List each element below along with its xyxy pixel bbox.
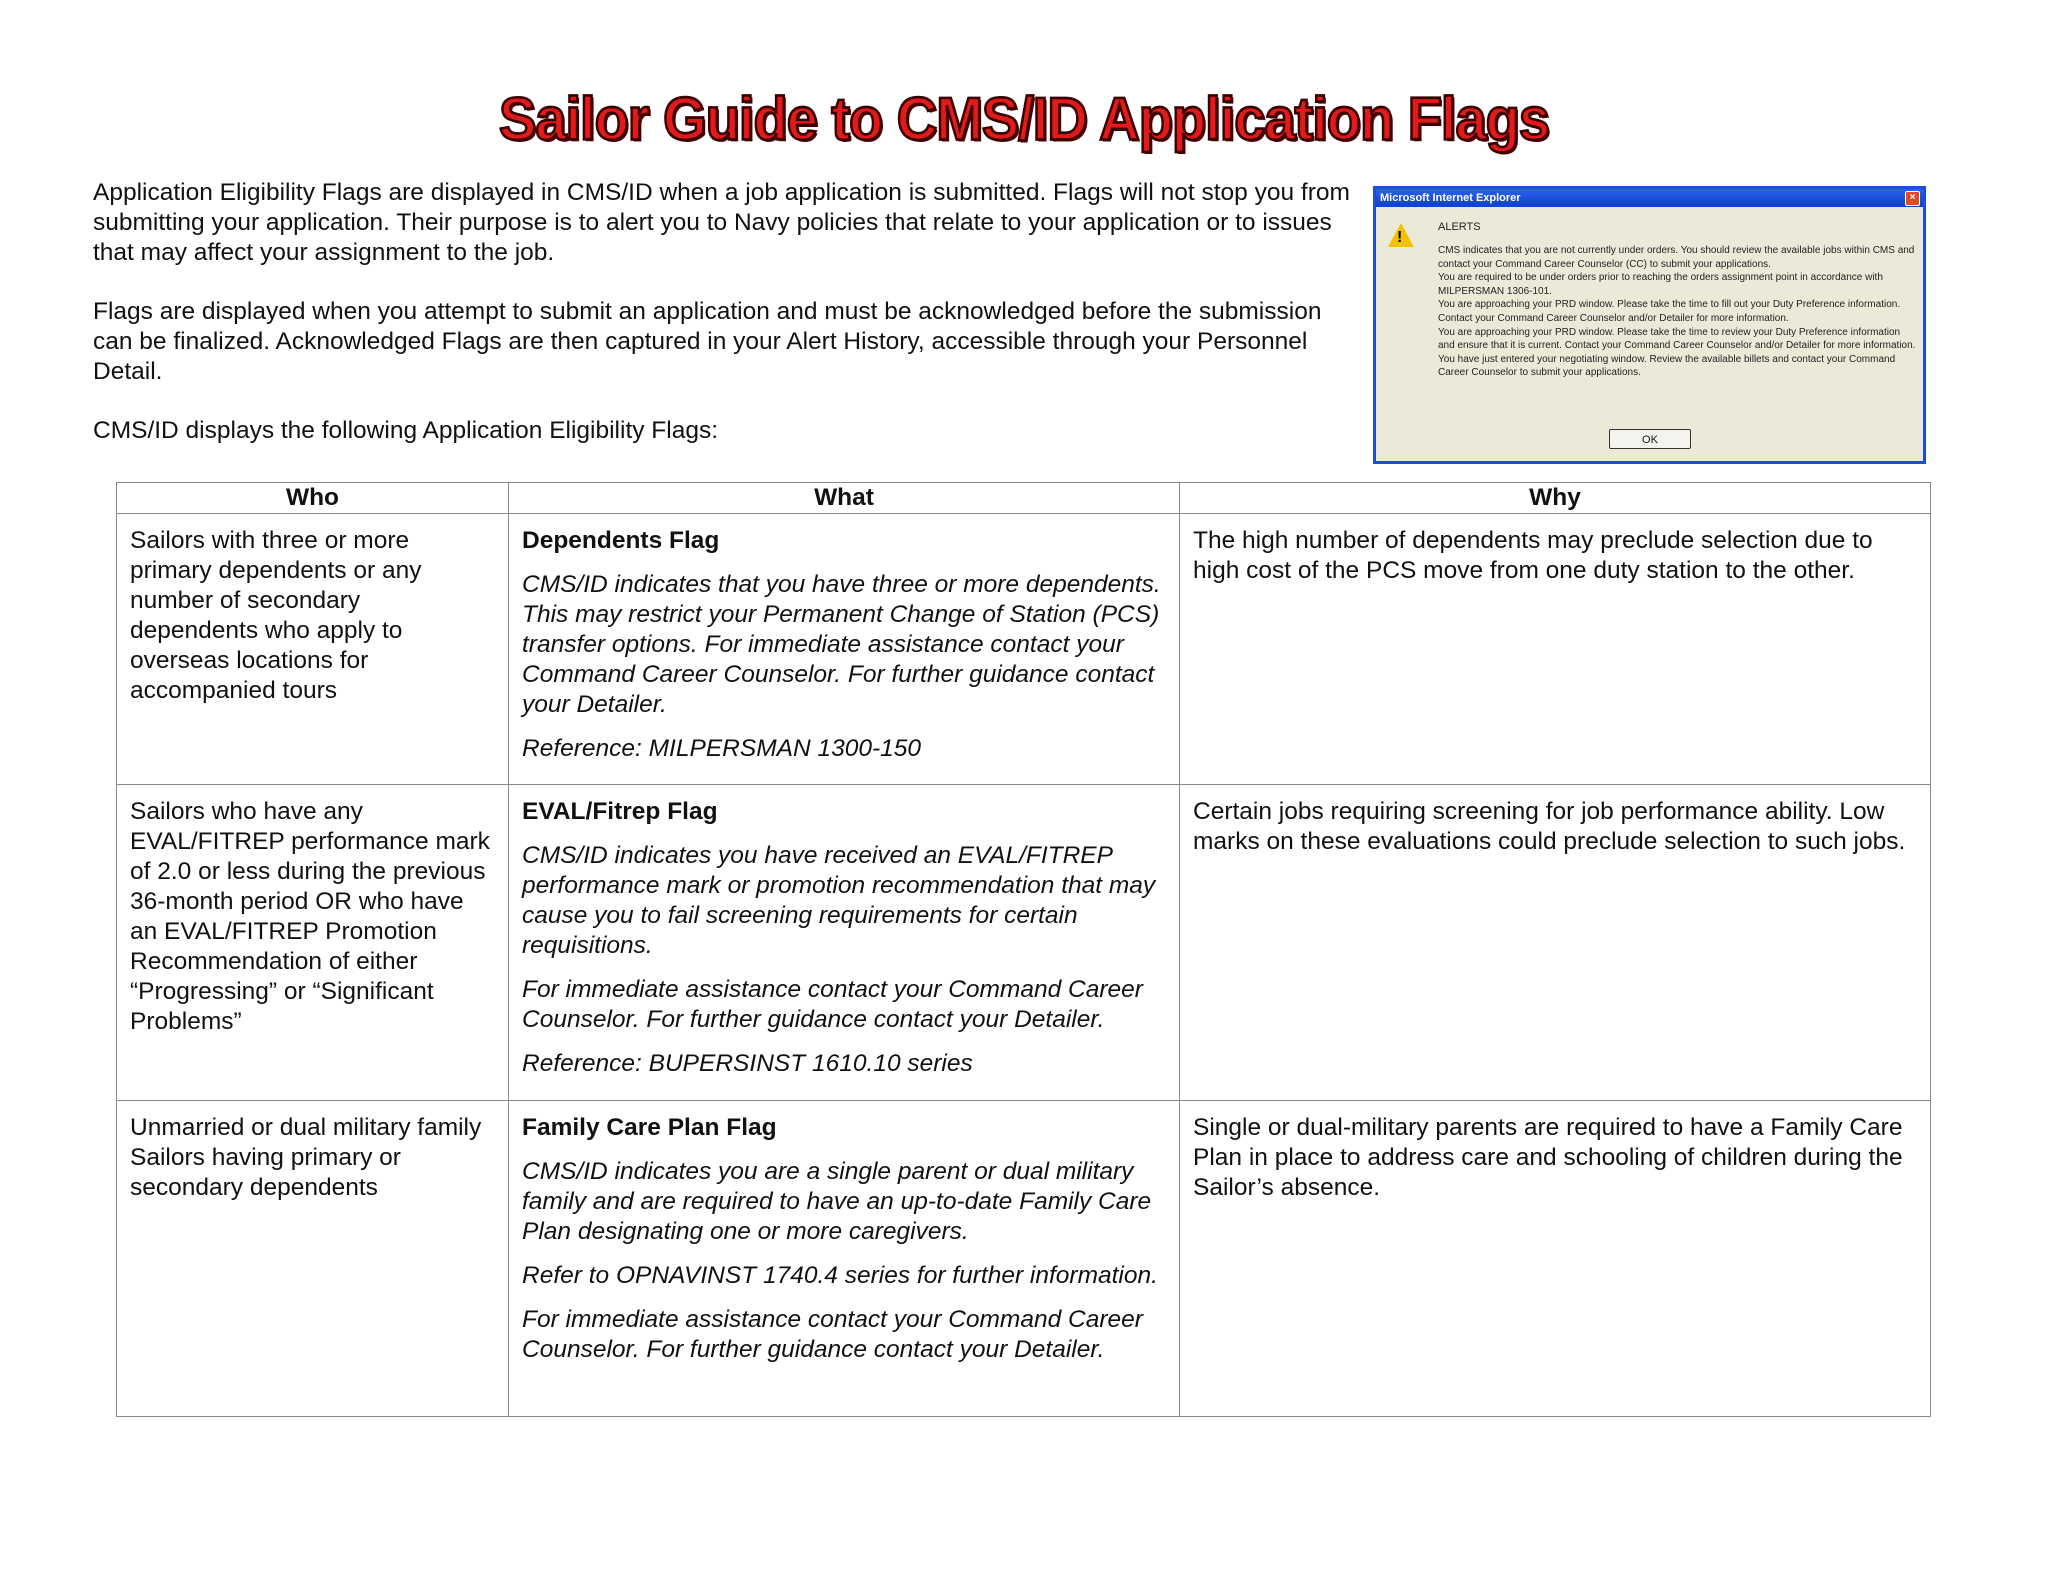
table-row: [117, 1101, 1931, 1417]
header-why: Why: [1180, 483, 1931, 514]
page-title: Sailor Guide to CMS/ID Application Flags: [498, 84, 1549, 153]
dialog-message: You are required to be under orders prior to reaching the orders assignment point in accordance with MILPERSMAN 1306-101.: [1438, 272, 1883, 297]
dialog-message: CMS indicates that you are not currently under orders. You should review the available jobs within CMS and contact your Command Career Counselor (CC) to submit your applications.: [1438, 245, 1915, 270]
why-cell: Single or dual-military parents are required to have a Family Care Plan in place to address care and schooling of children during the Sailor’s absence.: [1180, 1101, 1931, 1417]
intro-paragraph: CMS/ID displays the following Application Eligibility Flags:: [93, 417, 719, 444]
what-cell: [509, 785, 1180, 1101]
intro-paragraph: Application Eligibility Flags are displayed in CMS/ID when a job application is submitted. Flags will not stop you from submitting your application. Their purpose is to alert you to Navy policies that relate to your application or to issues that may affect your assignment to the job.: [93, 179, 1350, 266]
who-cell: Sailors with three or more primary dependents or any number of secondary dependents who apply to overseas locations for accompanied tours: [117, 514, 509, 785]
dialog-message: You are approaching your PRD window. Please take the time to fill out your Duty Preference information. Contact your Command Career Counselor and/or Detailer for more information.: [1438, 299, 1901, 324]
header-what: What: [509, 483, 1180, 514]
alerts-dialog-screenshot: [1373, 186, 1926, 464]
dialog-messages: [1438, 244, 1918, 380]
flag-name: Dependents Flag: [522, 527, 720, 554]
flag-name: EVAL/Fitrep Flag: [522, 798, 718, 825]
flag-description: CMS/ID indicates that you have three or more dependents. This may restrict your Permanent Change of Station (PCS) transfer options. For immediate assistance contact your Command Career Counselor. For further guidance contact your Detailer.: [522, 571, 1161, 718]
flag-reference: Reference: BUPERSINST 1610.10 series: [522, 1050, 973, 1077]
close-icon: ×: [1905, 191, 1920, 206]
ok-button: OK: [1609, 429, 1691, 449]
flag-description: CMS/ID indicates you have received an EVAL/FITREP performance mark or promotion recommendation that may cause you to fail screening requirements for certain requisitions.: [522, 842, 1156, 959]
flag-reference: Refer to OPNAVINST 1740.4 series for further information.: [522, 1262, 1158, 1289]
who-cell: Unmarried or dual military family Sailors having primary or secondary dependents: [117, 1101, 509, 1417]
flag-assistance: For immediate assistance contact your Command Career Counselor. For further guidance contact your Detailer.: [522, 1306, 1143, 1363]
table-header-row: [117, 483, 1931, 514]
dialog-message: You are approaching your PRD window. Please take the time to review your Duty Preference information and ensure that it is current. Contact your Command Career Counselor and/or Detailer for more information.: [1438, 326, 1916, 352]
table-row: [117, 785, 1931, 1101]
warning-icon-mark: !: [1397, 229, 1403, 246]
flag-reference: Reference: MILPERSMAN 1300-150: [522, 735, 921, 762]
header-who: Who: [117, 483, 509, 514]
dialog-heading: ALERTS: [1438, 221, 1481, 233]
dialog-message: You have just entered your negotiating window. Review the available billets and contact your Command Career Counselor to submit your applications.: [1438, 353, 1896, 379]
flag-description: CMS/ID indicates you are a single parent or dual military family and are required to have an up-to-date Family Care Plan designating one or more caregivers.: [522, 1158, 1152, 1245]
why-cell: The high number of dependents may preclude selection due to high cost of the PCS move from one duty station to the other.: [1180, 514, 1931, 785]
flag-name: Family Care Plan Flag: [522, 1114, 777, 1141]
intro-paragraph: Flags are displayed when you attempt to submit an application and must be acknowledged before the submission can be finalized. Acknowledged Flags are then captured in your Alert History, accessible through your Personnel Detail.: [93, 298, 1322, 385]
dialog-title-bar: [1376, 189, 1923, 207]
flag-assistance: For immediate assistance contact your Command Career Counselor. For further guidance contact your Detailer.: [522, 976, 1143, 1033]
why-cell: Certain jobs requiring screening for job performance ability. Low marks on these evaluations could preclude selection to such jobs.: [1180, 785, 1931, 1101]
what-cell: [509, 514, 1180, 785]
table-row: [117, 514, 1931, 785]
intro-text: [93, 178, 1355, 475]
flags-table: [116, 482, 1931, 1417]
dialog-title: Microsoft Internet Explorer: [1380, 192, 1521, 204]
who-cell: Sailors who have any EVAL/FITREP performance mark of 2.0 or less during the previous 36-month period OR who have an EVAL/FITREP Promotion Recommendation of either “Progressing” or “Significant Problems”: [117, 785, 509, 1101]
what-cell: [509, 1101, 1180, 1417]
